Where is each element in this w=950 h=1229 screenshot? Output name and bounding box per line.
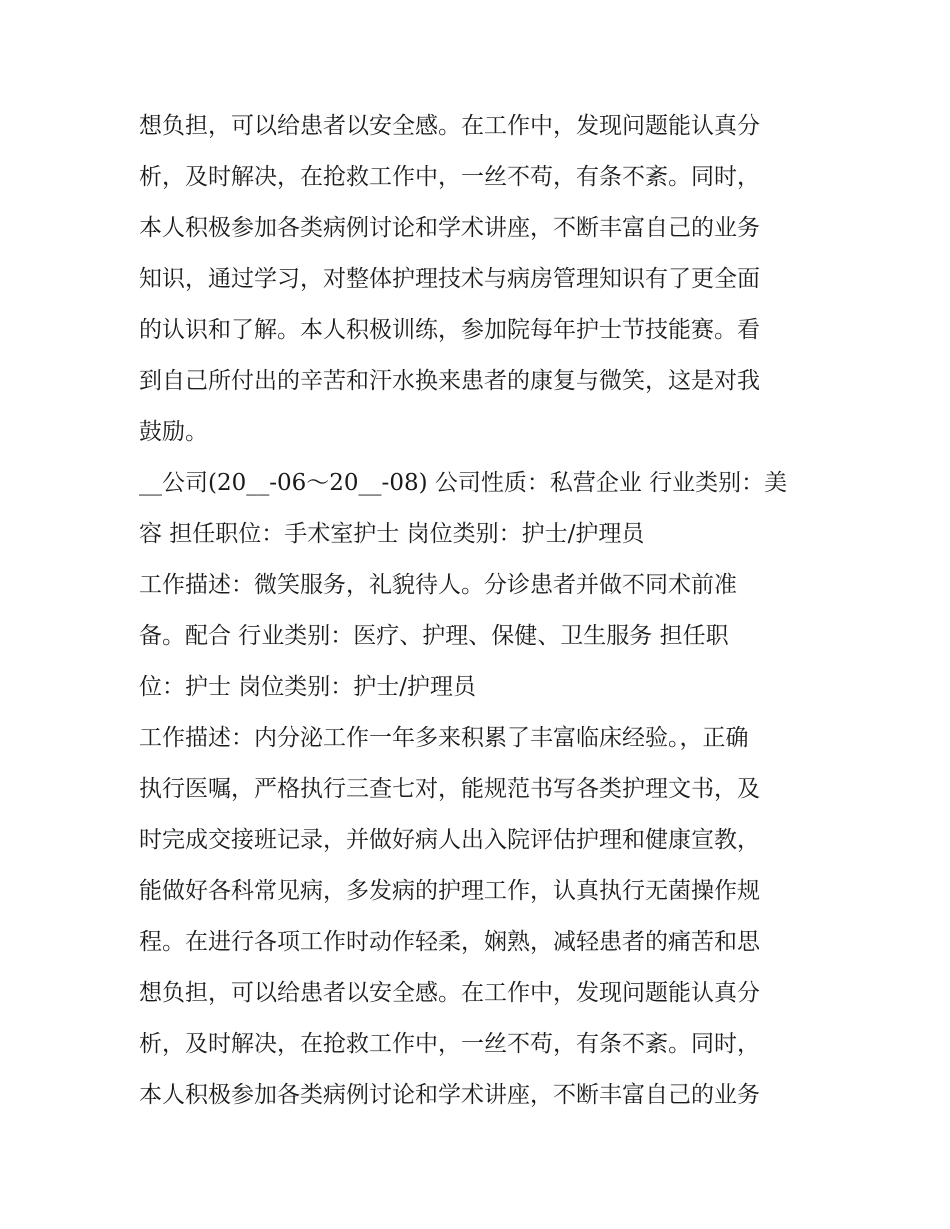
document-body bbox=[139, 101, 819, 1121]
text-line: 析，及时解决，在抢救工作中，一丝不苟，有条不紊。同时， bbox=[139, 164, 760, 190]
text-line: 本人积极参加各类病例讨论和学术讲座，不断丰富自己的业务 bbox=[139, 1082, 760, 1108]
text-line: 能做好各科常见病，多发病的护理工作，认真执行无菌操作规 bbox=[139, 878, 760, 904]
text-line: 的认识和了解。本人积极训练，参加院每年护士节技能赛。看 bbox=[139, 317, 760, 343]
text-line: 本人积极参加各类病例讨论和学术讲座，不断丰富自己的业务 bbox=[139, 215, 760, 241]
text-line: 想负担，可以给患者以安全感。在工作中，发现问题能认真分 bbox=[139, 113, 760, 139]
text-line: 位：护士 岗位类别：护士/护理员 bbox=[139, 674, 477, 700]
text-line: 时完成交接班记录，并做好病人出入院评估护理和健康宣教， bbox=[139, 827, 760, 853]
text-line: 鼓励。 bbox=[139, 419, 208, 445]
text-line: __公司(20__-06～20__-08) 公司性质：私营企业 行业类别：美 bbox=[139, 470, 788, 496]
text-line: 工作描述：内分泌工作一年多来积累了丰富临床经验。，正确 bbox=[139, 725, 749, 751]
text-line: 想负担，可以给患者以安全感。在工作中，发现问题能认真分 bbox=[139, 980, 760, 1006]
text-line: 工作描述：微笑服务，礼貌待人。分诊患者并做不同术前准 bbox=[139, 572, 737, 598]
text-line: 知识，通过学习，对整体护理技术与病房管理知识有了更全面 bbox=[139, 266, 760, 292]
text-line: 备。配合 行业类别：医疗、护理、保健、卫生服务 担任职 bbox=[139, 623, 729, 649]
text-line: 执行医嘱，严格执行三查七对，能规范书写各类护理文书，及 bbox=[139, 776, 760, 802]
text-line: 容 担任职位：手术室护士 岗位类别：护士/护理员 bbox=[139, 521, 645, 547]
text-line: 析，及时解决，在抢救工作中，一丝不苟，有条不紊。同时， bbox=[139, 1031, 760, 1057]
text-line: 到自己所付出的辛苦和汗水换来患者的康复与微笑，这是对我 bbox=[139, 368, 760, 394]
text-line: 程。在进行各项工作时动作轻柔，娴熟，减轻患者的痛苦和思 bbox=[139, 929, 760, 955]
